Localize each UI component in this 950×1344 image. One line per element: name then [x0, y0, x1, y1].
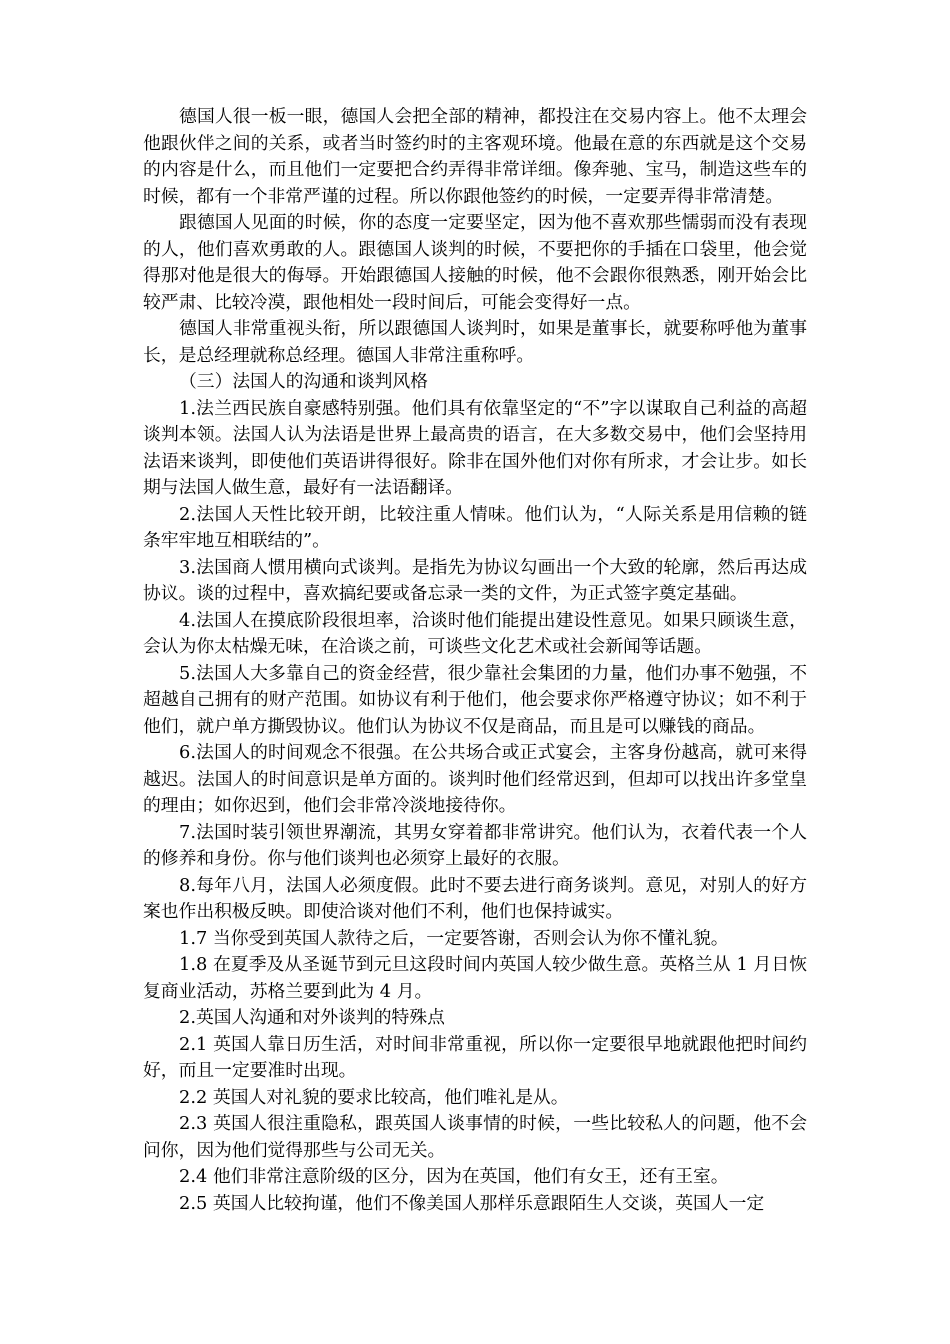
paragraph-english-2-3: 2.3 英国人很注重隐私，跟英国人谈事情的时候，一些比较私人的问题，他不会问你，因为他们觉得那些与公司无关。 — [143, 1113, 807, 1161]
paragraph-french-2: 2.法国人天性比较开朗，比较注重人情味。他们认为，“人际关系是用信赖的链条牢牢地互相联结的”。 — [143, 503, 807, 551]
paragraph-english-2-1: 2.1 英国人靠日历生活，对时间非常重视，所以你一定要很早地就跟他把时间约好，而且一定要准时出现。 — [143, 1033, 807, 1081]
section-heading-english-features: 2.英国人沟通和对外谈判的特殊点 — [179, 1007, 445, 1028]
paragraph-french-6: 6.法国人的时间观念不很强。在公共场合或正式宴会，主客身份越高，就可来得越迟。法国人的时间意识是单方面的。谈判时他们经常迟到，但却可以找出许多堂皇的理由；如你迟到，他们会非常冷淡地接待你。 — [143, 742, 807, 816]
paragraph-german-titles: 德国人非常重视头衔，所以跟德国人谈判时，如果是董事长，就要称呼他为董事长，是总经理就称总经理。德国人非常注重称呼。 — [143, 318, 807, 366]
section-heading-french-style: （三）法国人的沟通和谈判风格 — [179, 371, 428, 392]
paragraph-english-1-7: 1.7 当你受到英国人款待之后，一定要答谢，否则会认为你不懂礼貌。 — [179, 927, 729, 949]
document-page — [143, 104, 807, 1217]
paragraph-german-meeting: 跟德国人见面的时候，你的态度一定要坚定，因为他不喜欢那些懦弱而没有表现的人，他们喜欢勇敢的人。跟德国人谈判的时候，不要把你的手插在口袋里，他会觉得那对他是很大的侮辱。开始跟德国人接触的时候，他不会跟你很熟悉，刚开始会比较严肃、比较冷漠，跟他相处一段时间后，可能会变得好一点。 — [143, 212, 807, 313]
paragraph-french-7: 7.法国时装引领世界潮流，其男女穿着都非常讲究。他们认为，衣着代表一个人的修养和身份。你与他们谈判也必须穿上最好的衣服。 — [143, 821, 807, 869]
paragraph-english-2-4: 2.4 他们非常注意阶级的区分，因为在英国，他们有女王，还有王室。 — [179, 1166, 729, 1187]
paragraph-english-2-2: 2.2 英国人对礼貌的要求比较高，他们唯礼是从。 — [179, 1086, 569, 1108]
paragraph-french-5: 5.法国人大多靠自己的资金经营，很少靠社会集团的力量，他们办事不勉强，不超越自己拥有的财产范围。如协议有利于他们，他会要求你严格遵守协议；如不利于他们，就户单方撕毁协议。他们认为协议不仅是商品，而且是可以赚钱的商品。 — [143, 662, 807, 737]
paragraph-french-4: 4.法国人在摸底阶段很坦率，洽谈时他们能提出建设性意见。如果只顾谈生意，会认为你太枯燥无味，在洽谈之前，可谈些文化艺术或社会新闻等话题。 — [143, 609, 807, 657]
paragraph-french-3: 3.法国商人惯用横向式谈判。是指先为协议勾画出一个大致的轮廓，然后再达成协议。谈的过程中，喜欢搞纪要或备忘录一类的文件，为正式签字奠定基础。 — [143, 556, 807, 604]
paragraph-german-contract: 德国人很一板一眼，德国人会把全部的精神，都投注在交易内容上。他不太理会他跟伙伴之间的关系，或者当时签约时的主客观环境。他最在意的东西就是这个交易的内容是什么，而且他们一定要把合约弄得非常详细。像奔驰、宝马，制造这些车的时候，都有一个非常严谨的过程。所以你跟他签约的时候，一定要弄得非常清楚。 — [143, 106, 807, 207]
paragraph-english-2-5: 2.5 英国人比较拘谨，他们不像美国人那样乐意跟陌生人交谈，英国人一定 — [179, 1192, 765, 1214]
paragraph-french-1: 1.法兰西民族自豪感特别强。他们具有依靠坚定的“不”字以谋取自己利益的高超谈判本领。法国人认为法语是世界上最高贵的语言，在大多数交易中，他们会坚持用法语来谈判，即使他们英语讲得很好。除非在国外他们对你有所求，才会让步。如长期与法国人做生意，最好有一法语翻译。 — [143, 397, 807, 498]
paragraph-french-8: 8.每年八月，法国人必须度假。此时不要去进行商务谈判。意见，对别人的好方案也作出积极反映。即使洽谈对他们不利，他们也保持诚实。 — [143, 874, 807, 922]
paragraph-english-1-8: 1.8 在夏季及从圣诞节到元旦这段时间内英国人较少做生意。英格兰从 1 月日恢复商业活动，苏格兰要到此为 4 月。 — [143, 954, 807, 1002]
